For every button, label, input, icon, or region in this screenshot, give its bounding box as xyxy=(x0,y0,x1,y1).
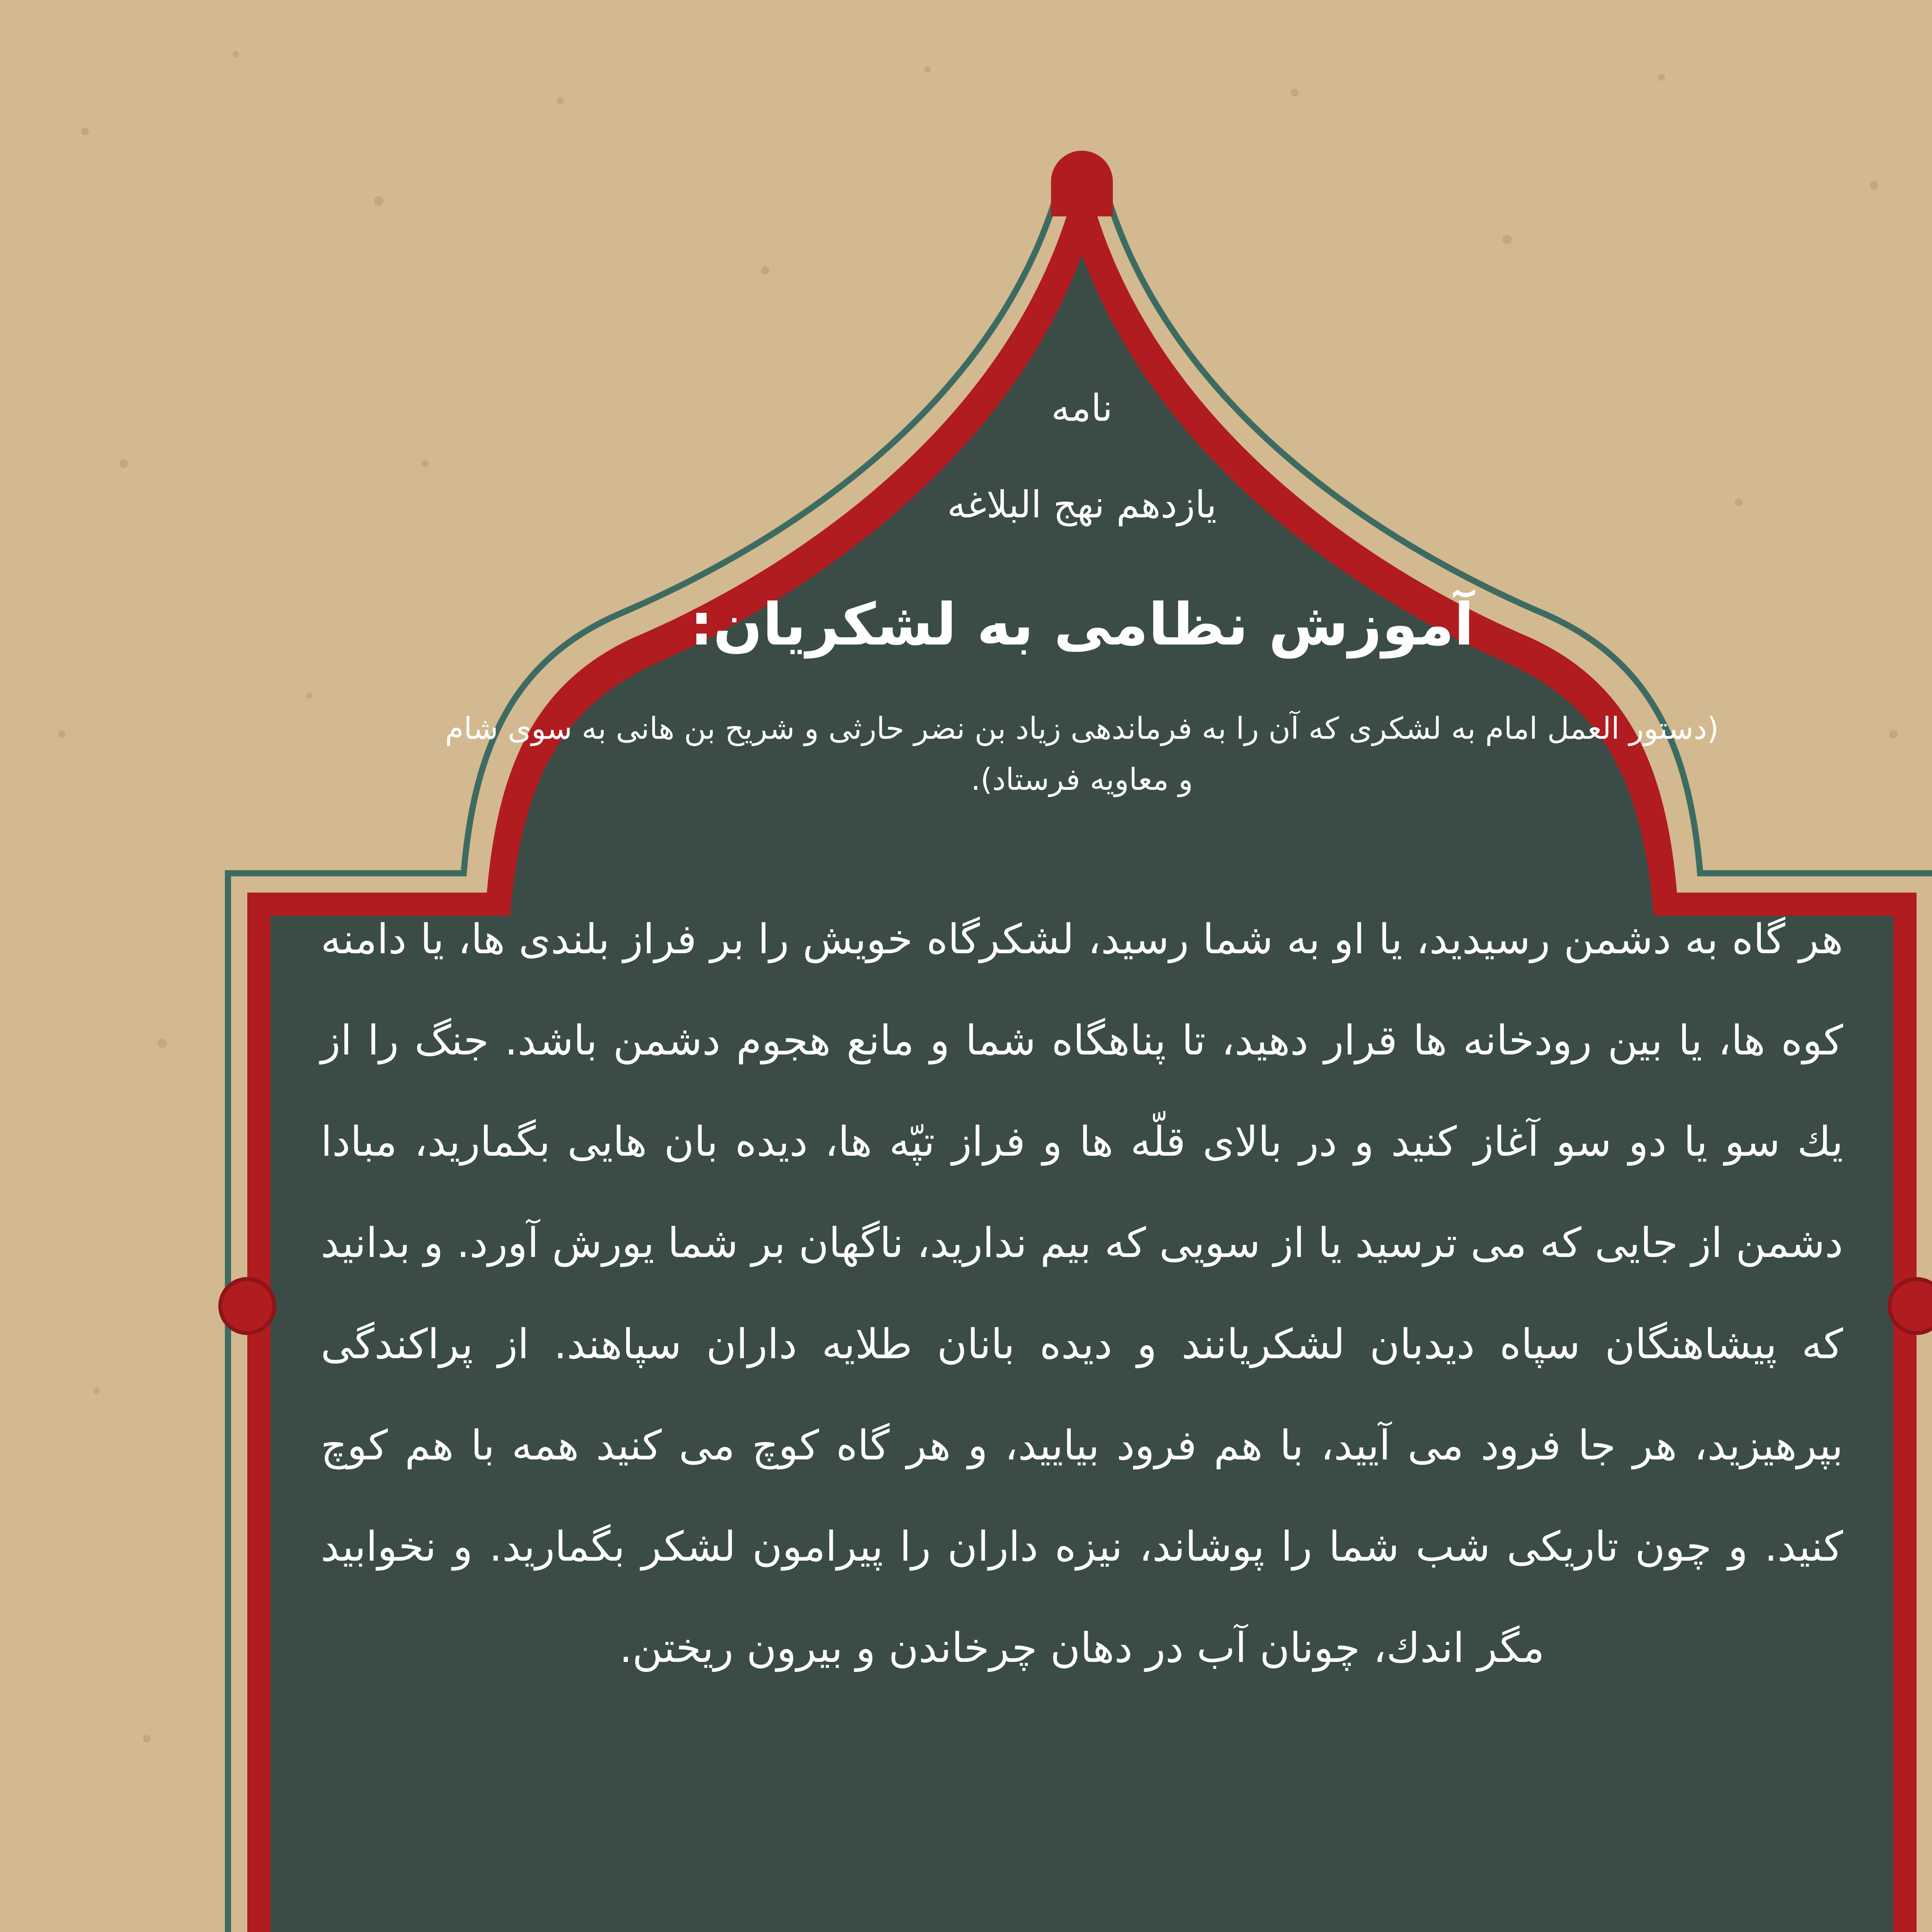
letter-label: نامه xyxy=(1051,386,1113,430)
letter-body: هر گاه به دشمن رسیدید، یا او به شما رسید، لشکرگاه خویش را بر فراز بلندی ها، یا دامنه کوه ها، یا بین رودخانه ها قرار دهید، تا پناهگاه شما و مانع هجوم دشمن باشد. جنگ را از يك سو یا دو سو آغاز کنید و در بالای قلّه ها و فراز تپّه ها، دیده بان هایی بگمارید، مبادا دشمن از جایی که می ترسید یا از سویی که بیم ندارید، ناگهان بر شما یورش آورد. و بدانید که پیشاهنگان سپاه دیدبان لشکریانند و دیده بانان طلایه داران سپاهند. از پراکندگی بپرهیزید، هر جا فرود می آیید، با هم فرود بیایید، و هر گاه کوچ می کنید همه با هم کوچ کنید. و چون تاریکی شب شما را پوشاند، نیزه داران را پیرامون لشکر بگمارید. و نخوابید مگر اندك، چونان آب در دهان چرخاندن و بیرون ریختن. xyxy=(321,915,1843,1672)
poster-heading: آموزش نظامی به لشکریان: xyxy=(690,591,1474,658)
intro-note: (دستور العمل امام به لشکری که آن را به فرماندهی زیاد بن نضر حارثی و شریح بن هانی به سوی شام و معاویه فرستاد). xyxy=(445,711,1719,797)
letter-number: یازدهم نهج البلاغه xyxy=(947,483,1217,526)
